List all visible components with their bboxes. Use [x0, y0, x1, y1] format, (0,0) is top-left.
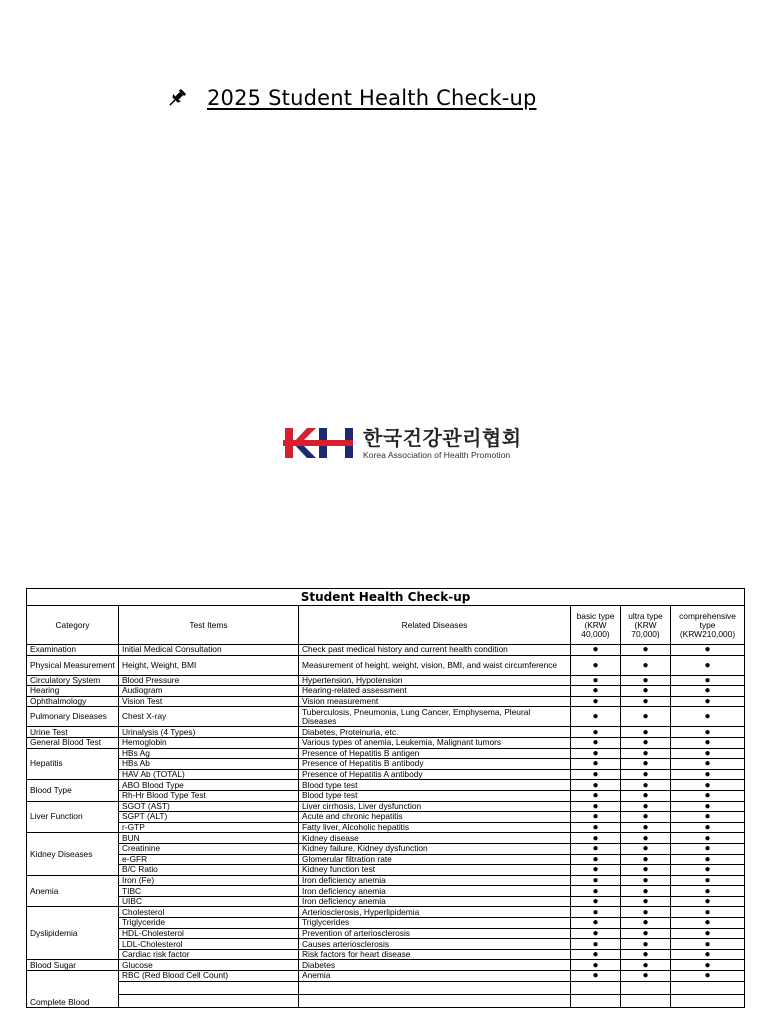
- row-test-item: LDL-Cholesterol: [119, 939, 299, 950]
- table-row-empty: [27, 994, 745, 1007]
- included-dot-comprehensive: ●: [671, 907, 745, 918]
- row-related-diseases: Anemia: [299, 971, 571, 982]
- table-row: [27, 686, 745, 697]
- row-related-diseases: Acute and chronic hepatitis: [299, 812, 571, 823]
- included-dot-comprehensive: ●: [671, 918, 745, 929]
- table-caption: Student Health Check-up: [27, 589, 745, 606]
- row-test-item: BUN: [119, 833, 299, 844]
- table-row: [27, 790, 745, 801]
- table-row: [27, 759, 745, 770]
- empty-cell: [299, 994, 571, 1007]
- table-row: [27, 918, 745, 929]
- row-test-item: HBs Ab: [119, 759, 299, 770]
- table-row: [27, 812, 745, 823]
- included-dot-comprehensive: ●: [671, 854, 745, 865]
- row-test-item: RBC (Red Blood Cell Count): [119, 971, 299, 982]
- table-row: [27, 822, 745, 833]
- row-category: Anemia: [27, 875, 119, 907]
- empty-cell: [571, 994, 621, 1007]
- row-test-item: Audiogram: [119, 686, 299, 697]
- row-related-diseases: Fatty liver, Alcoholic hepatitis: [299, 822, 571, 833]
- included-dot-basic: ●: [571, 918, 621, 929]
- included-dot-basic: ●: [571, 812, 621, 823]
- included-dot-comprehensive: ●: [671, 769, 745, 780]
- row-related-diseases: Presence of Hepatitis B antibody: [299, 759, 571, 770]
- included-dot-ultra: ●: [621, 896, 671, 907]
- included-dot-basic: ●: [571, 928, 621, 939]
- row-test-item: UIBC: [119, 896, 299, 907]
- organization-logo: [283, 425, 522, 461]
- included-dot-comprehensive: ●: [671, 801, 745, 812]
- row-test-item: Rh-Hr Blood Type Test: [119, 790, 299, 801]
- table-row: [27, 928, 745, 939]
- included-dot-basic: ●: [571, 675, 621, 686]
- row-test-item: e-GFR: [119, 854, 299, 865]
- included-dot-basic: ●: [571, 896, 621, 907]
- row-related-diseases: Diabetes, Proteinuria, etc.: [299, 727, 571, 738]
- row-test-item: SGOT (AST): [119, 801, 299, 812]
- included-dot-ultra: ●: [621, 843, 671, 854]
- row-related-diseases: Prevention of arteriosclerosis: [299, 928, 571, 939]
- table-row: [27, 675, 745, 686]
- table-row: [27, 896, 745, 907]
- row-test-item: Triglyceride: [119, 918, 299, 929]
- logo-english-name: Korea Association of Health Promotion: [363, 449, 511, 460]
- included-dot-ultra: ●: [621, 886, 671, 897]
- included-dot-comprehensive: ●: [671, 707, 745, 727]
- included-dot-basic: ●: [571, 833, 621, 844]
- included-dot-comprehensive: ●: [671, 875, 745, 886]
- row-test-item: ABO Blood Type: [119, 780, 299, 791]
- row-related-diseases: Arteriosclerosis, Hyperlipidemia: [299, 907, 571, 918]
- row-test-item: HAV Ab (TOTAL): [119, 769, 299, 780]
- table-row: [27, 780, 745, 791]
- included-dot-ultra: ●: [621, 822, 671, 833]
- logo-korean-name: 한국건강관리협회: [363, 425, 522, 450]
- row-related-diseases: Diabetes: [299, 960, 571, 971]
- table-row: [27, 655, 745, 675]
- included-dot-basic: ●: [571, 960, 621, 971]
- included-dot-ultra: ●: [621, 907, 671, 918]
- included-dot-comprehensive: ●: [671, 928, 745, 939]
- included-dot-ultra: ●: [621, 960, 671, 971]
- included-dot-comprehensive: ●: [671, 780, 745, 791]
- included-dot-ultra: ●: [621, 971, 671, 982]
- kh-logo-mark: [283, 425, 357, 461]
- included-dot-comprehensive: ●: [671, 696, 745, 707]
- included-dot-basic: ●: [571, 655, 621, 675]
- included-dot-comprehensive: ●: [671, 971, 745, 982]
- table-row: [27, 833, 745, 844]
- row-category: Ophthalmology: [27, 696, 119, 707]
- row-test-item: HDL-Cholesterol: [119, 928, 299, 939]
- included-dot-ultra: ●: [621, 645, 671, 656]
- table-row: [27, 949, 745, 960]
- table-row: [27, 960, 745, 971]
- included-dot-basic: ●: [571, 865, 621, 876]
- table-row: [27, 727, 745, 738]
- row-related-diseases: Kidney disease: [299, 833, 571, 844]
- included-dot-basic: ●: [571, 801, 621, 812]
- included-dot-ultra: ●: [621, 707, 671, 727]
- included-dot-ultra: ●: [621, 854, 671, 865]
- header-comprehensive-type: comprehensive type (KRW210,000): [671, 606, 745, 645]
- row-category: Blood Sugar: [27, 960, 119, 971]
- included-dot-ultra: ●: [621, 675, 671, 686]
- included-dot-ultra: ●: [621, 655, 671, 675]
- row-related-diseases: Vision measurement: [299, 696, 571, 707]
- included-dot-comprehensive: ●: [671, 896, 745, 907]
- empty-cell: [671, 981, 745, 994]
- row-test-item: Chest X-ray: [119, 707, 299, 727]
- row-category: Examination: [27, 645, 119, 656]
- included-dot-ultra: ●: [621, 737, 671, 748]
- included-dot-comprehensive: ●: [671, 865, 745, 876]
- row-test-item: Height, Weight, BMI: [119, 655, 299, 675]
- included-dot-basic: ●: [571, 696, 621, 707]
- row-test-item: Blood Pressure: [119, 675, 299, 686]
- row-related-diseases: Presence of Hepatitis A antibody: [299, 769, 571, 780]
- included-dot-basic: ●: [571, 854, 621, 865]
- row-related-diseases: Blood type test: [299, 780, 571, 791]
- empty-cell: [299, 981, 571, 994]
- table-row: [27, 865, 745, 876]
- included-dot-ultra: ●: [621, 759, 671, 770]
- row-test-item: Urinalysis (4 Types): [119, 727, 299, 738]
- row-related-diseases: Hearing-related assessment: [299, 686, 571, 697]
- included-dot-ultra: ●: [621, 949, 671, 960]
- row-test-item: Vision Test: [119, 696, 299, 707]
- included-dot-basic: ●: [571, 790, 621, 801]
- included-dot-comprehensive: ●: [671, 645, 745, 656]
- row-related-diseases: Check past medical history and current health condition: [299, 645, 571, 656]
- row-related-diseases: Kidney function test: [299, 865, 571, 876]
- header-category: Category: [27, 606, 119, 645]
- row-category: General Blood Test: [27, 737, 119, 748]
- row-related-diseases: Iron deficiency anemia: [299, 886, 571, 897]
- row-related-diseases: Iron deficiency anemia: [299, 875, 571, 886]
- included-dot-ultra: ●: [621, 928, 671, 939]
- table-row: [27, 854, 745, 865]
- table-row: [27, 907, 745, 918]
- included-dot-comprehensive: ●: [671, 822, 745, 833]
- included-dot-comprehensive: ●: [671, 686, 745, 697]
- table-row: [27, 801, 745, 812]
- table-row: [27, 875, 745, 886]
- included-dot-comprehensive: ●: [671, 737, 745, 748]
- included-dot-comprehensive: ●: [671, 833, 745, 844]
- table-row: [27, 939, 745, 950]
- included-dot-comprehensive: ●: [671, 843, 745, 854]
- page-header: [166, 84, 537, 112]
- row-related-diseases: Causes arteriosclerosis: [299, 939, 571, 950]
- row-test-item: Iron (Fe): [119, 875, 299, 886]
- row-related-diseases: Liver cirrhosis, Liver dysfunction: [299, 801, 571, 812]
- empty-cell: [119, 994, 299, 1007]
- included-dot-comprehensive: ●: [671, 939, 745, 950]
- table-row-empty: [27, 981, 745, 994]
- row-related-diseases: Triglycerides: [299, 918, 571, 929]
- table-row: [27, 737, 745, 748]
- table-row: [27, 971, 745, 982]
- included-dot-comprehensive: ●: [671, 748, 745, 759]
- row-category: Circulatory System: [27, 675, 119, 686]
- row-category: Hepatitis: [27, 748, 119, 780]
- included-dot-basic: ●: [571, 939, 621, 950]
- row-related-diseases: Various types of anemia, Leukemia, Malignant tumors: [299, 737, 571, 748]
- included-dot-ultra: ●: [621, 769, 671, 780]
- included-dot-ultra: ●: [621, 748, 671, 759]
- header-ultra-type: ultra type (KRW 70,000): [621, 606, 671, 645]
- row-related-diseases: Blood type test: [299, 790, 571, 801]
- table-row: [27, 843, 745, 854]
- row-related-diseases: Measurement of height, weight, vision, BMI, and waist circumference: [299, 655, 571, 675]
- row-test-item: SGPT (ALT): [119, 812, 299, 823]
- row-category: Physical Measurement: [27, 655, 119, 675]
- included-dot-basic: ●: [571, 727, 621, 738]
- included-dot-comprehensive: ●: [671, 727, 745, 738]
- row-category: Complete Blood: [27, 971, 119, 1008]
- row-test-item: TIBC: [119, 886, 299, 897]
- row-category: Hearing: [27, 686, 119, 697]
- row-category: Kidney Diseases: [27, 833, 119, 875]
- included-dot-comprehensive: ●: [671, 759, 745, 770]
- row-test-item: Cholesterol: [119, 907, 299, 918]
- included-dot-ultra: ●: [621, 833, 671, 844]
- included-dot-basic: ●: [571, 769, 621, 780]
- row-category: Pulmonary Diseases: [27, 707, 119, 727]
- empty-cell: [621, 981, 671, 994]
- header-test-items: Test Items: [119, 606, 299, 645]
- included-dot-ultra: ●: [621, 865, 671, 876]
- header-basic-type: basic type (KRW 40,000): [571, 606, 621, 645]
- row-test-item: Cardiac risk factor: [119, 949, 299, 960]
- table-row: [27, 769, 745, 780]
- included-dot-comprehensive: ●: [671, 675, 745, 686]
- row-category: Dyslipidemia: [27, 907, 119, 960]
- included-dot-ultra: ●: [621, 918, 671, 929]
- row-related-diseases: Presence of Hepatitis B antigen: [299, 748, 571, 759]
- included-dot-ultra: ●: [621, 780, 671, 791]
- empty-cell: [571, 981, 621, 994]
- row-test-item: Glucose: [119, 960, 299, 971]
- included-dot-basic: ●: [571, 759, 621, 770]
- checkup-table: [26, 588, 745, 1008]
- included-dot-basic: ●: [571, 949, 621, 960]
- row-test-item: Initial Medical Consultation: [119, 645, 299, 656]
- included-dot-ultra: ●: [621, 727, 671, 738]
- empty-cell: [671, 994, 745, 1007]
- pushpin-icon: [166, 87, 188, 109]
- included-dot-basic: ●: [571, 822, 621, 833]
- row-category: Blood Type: [27, 780, 119, 801]
- included-dot-basic: ●: [571, 907, 621, 918]
- row-test-item: Creatinine: [119, 843, 299, 854]
- row-test-item: HBs Ag: [119, 748, 299, 759]
- table-row: [27, 696, 745, 707]
- included-dot-comprehensive: ●: [671, 886, 745, 897]
- included-dot-ultra: ●: [621, 875, 671, 886]
- included-dot-comprehensive: ●: [671, 960, 745, 971]
- included-dot-basic: ●: [571, 843, 621, 854]
- included-dot-comprehensive: ●: [671, 655, 745, 675]
- page-title: 2025 Student Health Check-up: [207, 86, 537, 110]
- included-dot-basic: ●: [571, 645, 621, 656]
- included-dot-basic: ●: [571, 780, 621, 791]
- row-category: Liver Function: [27, 801, 119, 833]
- included-dot-basic: ●: [571, 748, 621, 759]
- row-related-diseases: Tuberculosis, Pneumonia, Lung Cancer, Emphysema, Pleural Diseases: [299, 707, 571, 727]
- included-dot-ultra: ●: [621, 790, 671, 801]
- included-dot-comprehensive: ●: [671, 812, 745, 823]
- included-dot-comprehensive: ●: [671, 790, 745, 801]
- row-related-diseases: Glomerular filtration rate: [299, 854, 571, 865]
- header-related-diseases: Related Diseases: [299, 606, 571, 645]
- row-related-diseases: Iron deficiency anemia: [299, 896, 571, 907]
- empty-cell: [621, 994, 671, 1007]
- included-dot-basic: ●: [571, 875, 621, 886]
- included-dot-basic: ●: [571, 971, 621, 982]
- included-dot-ultra: ●: [621, 686, 671, 697]
- included-dot-basic: ●: [571, 886, 621, 897]
- table-row: [27, 645, 745, 656]
- row-category: Urine Test: [27, 727, 119, 738]
- empty-cell: [119, 981, 299, 994]
- row-test-item: Hemoglobin: [119, 737, 299, 748]
- row-test-item: r-GTP: [119, 822, 299, 833]
- included-dot-basic: ●: [571, 707, 621, 727]
- included-dot-ultra: ●: [621, 801, 671, 812]
- included-dot-ultra: ●: [621, 696, 671, 707]
- table-row: [27, 748, 745, 759]
- table-row: [27, 707, 745, 727]
- included-dot-ultra: ●: [621, 939, 671, 950]
- row-related-diseases: Hypertension, Hypotension: [299, 675, 571, 686]
- included-dot-comprehensive: ●: [671, 949, 745, 960]
- included-dot-ultra: ●: [621, 812, 671, 823]
- row-related-diseases: Risk factors for heart disease: [299, 949, 571, 960]
- table-row: [27, 886, 745, 897]
- table-body: [27, 645, 745, 1008]
- included-dot-basic: ●: [571, 686, 621, 697]
- included-dot-basic: ●: [571, 737, 621, 748]
- row-test-item: B/C Ratio: [119, 865, 299, 876]
- checkup-table-container: [26, 588, 744, 1008]
- row-related-diseases: Kidney failure, Kidney dysfunction: [299, 843, 571, 854]
